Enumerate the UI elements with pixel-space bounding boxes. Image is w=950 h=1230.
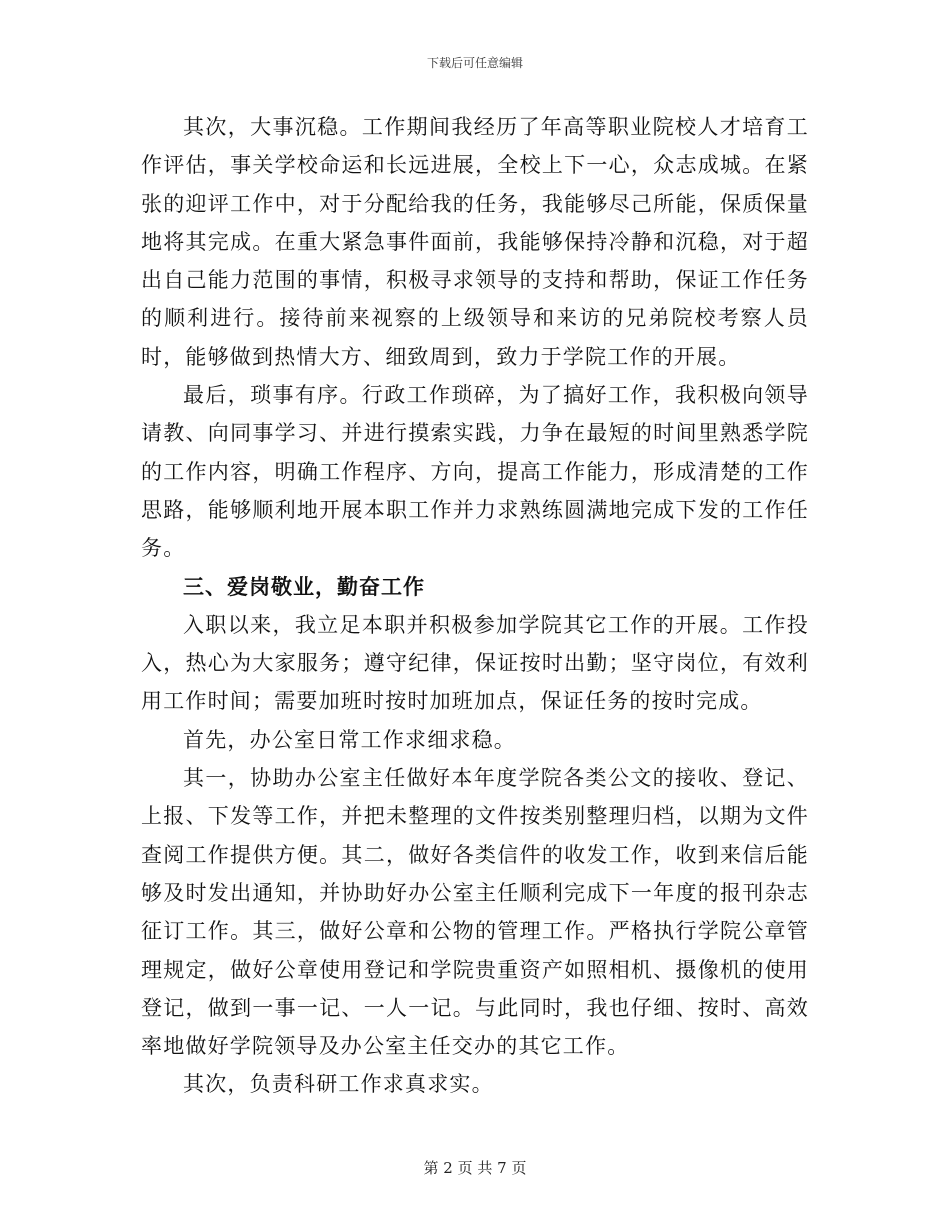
section-heading: 三、爱岗敬业，勤奋工作 (183, 573, 425, 599)
paragraph: 入职以来，我立足本职并积极参加学院其它工作的开展。工作投入，热心为大家服务；遵守纪律，保证按时出勤；坚守岗位，有效利用工作时间；需要加班时按时加班加点，保证任务的按时完成。 (141, 612, 809, 714)
document-body (141, 108, 809, 1104)
paragraph: 其次，大事沉稳。工作期间我经历了年高等职业院校人才培育工作评估，事关学校命运和长远进展，全校上下一心，众志成城。在紧张的迎评工作中，对于分配给我的任务，我能够尽己所能，保质保量地将其完成。在重大紧急事件面前，我能够保持冷静和沉稳，对于超出自己能力范围的事情，积极寻求领导的支持和帮助，保证工作任务的顺利进行。接待前来视察的上级领导和来访的兄弟院校考察人员时，能够做到热情大方、细致周到，致力于学院工作的开展。 (141, 115, 809, 369)
header-note: 下载后可任意编辑 (426, 56, 523, 70)
page-number: 第 2 页 共 7 页 (423, 1159, 527, 1177)
paragraph: 最后，琐事有序。行政工作琐碎，为了搞好工作，我积极向领导请教、向同事学习、并进行摸索实践，力争在最短的时间里熟悉学院的工作内容，明确工作程序、方向，提高工作能力，形成清楚的工作思路，能够顺利地开展本职工作并力求熟练圆满地完成下发的工作任务。 (141, 383, 809, 561)
paragraph: 其一，协助办公室主任做好本年度学院各类公文的接收、登记、上报、下发等工作，并把未整理的文件按类别整理归档，以期为文件查阅工作提供方便。其二，做好各类信件的收发工作，收到来信后能够及时发出通知，并协助好办公室主任顺利完成下一年度的报刊杂志征订工作。其三，做好公章和公物的管理工作。严格执行学院公章管理规定，做好公章使用登记和学院贵重资产如照相机、摄像机的使用登记，做到一事一记、一人一记。与此同时，我也仔细、按时、高效率地做好学院领导及办公室主任交办的其它工作。 (141, 766, 809, 1059)
paragraph: 其次，负责科研工作求真求实。 (183, 1072, 494, 1097)
paragraph: 首先，办公室日常工作求细求稳。 (183, 727, 516, 752)
